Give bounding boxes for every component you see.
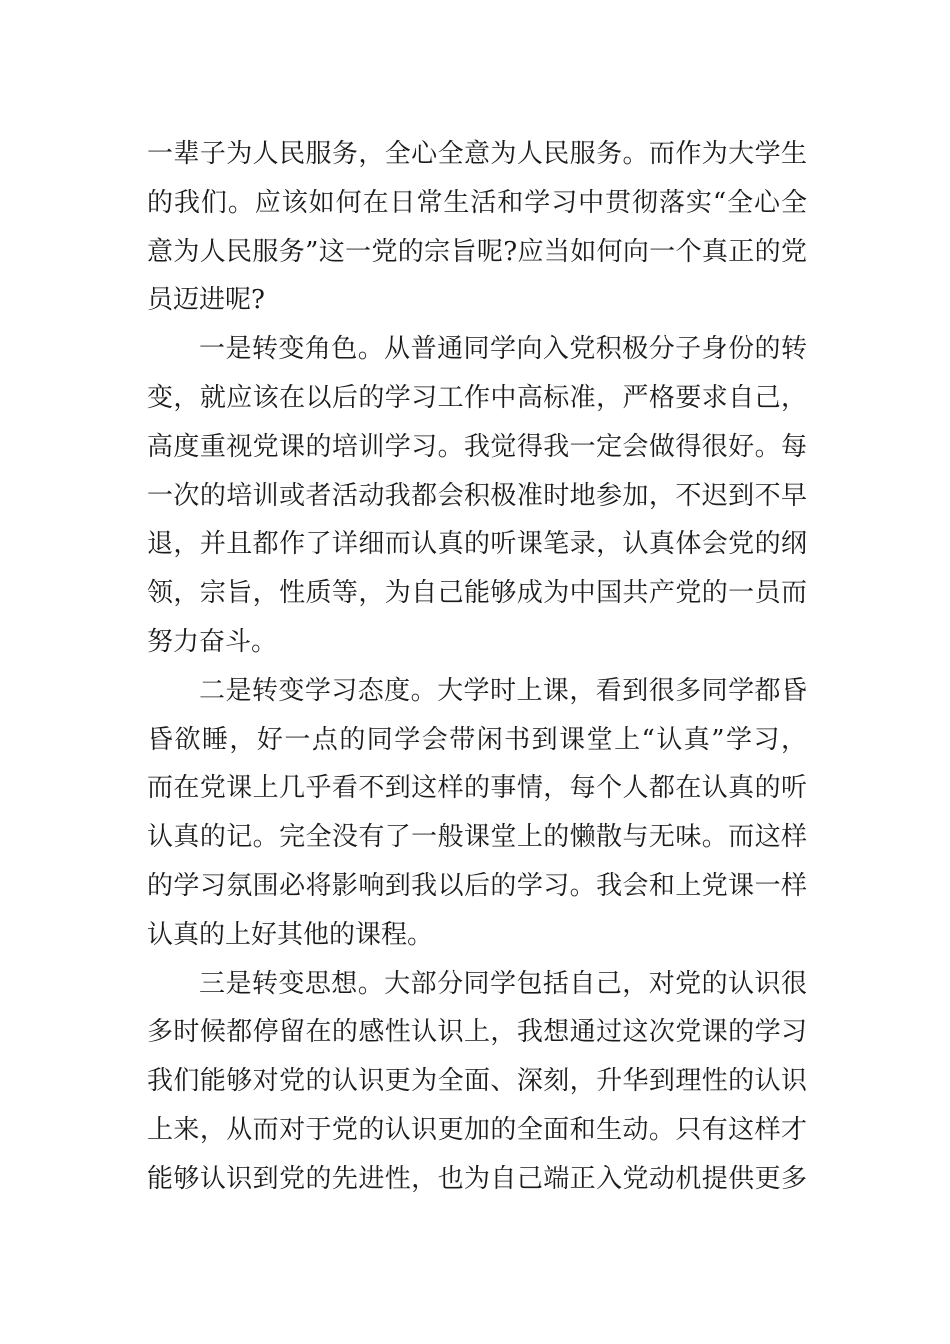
text-line: 二是转变学习态度。大学时上课，看到很多同学都昏 <box>199 675 807 706</box>
text-line: 意为人民服务”这一党的宗旨呢?应当如何向一个真正的党 <box>147 236 807 267</box>
text-line: 而在党课上几乎看不到这样的事情，每个人都在认真的听 <box>147 773 807 804</box>
text-line: 一次的培训或者活动我都会积极准时地参加，不迟到不早 <box>147 480 807 511</box>
text-line: 高度重视党课的培训学习。我觉得我一定会做得很好。每 <box>147 431 807 462</box>
text-line: 一是转变角色。从普通同学向入党积极分子身份的转 <box>199 334 807 365</box>
text-line: 的我们。应该如何在日常生活和学习中贯彻落实“全心全 <box>147 187 807 218</box>
text-line: 努力奋斗。 <box>147 626 278 657</box>
text-line: 认真的记。完全没有了一般课堂上的懒散与无味。而这样 <box>147 822 807 853</box>
text-line: 员迈进呢? <box>147 285 265 316</box>
text-line: 我们能够对党的认识更为全面、深刻，升华到理性的认识 <box>147 1066 807 1097</box>
text-line: 变，就应该在以后的学习工作中高标准，严格要求自己， <box>147 382 807 413</box>
paragraph-3 <box>147 667 807 960</box>
text-line: 三是转变思想。大部分同学包括自己，对党的认识很 <box>199 968 807 999</box>
text-line: 认真的上好其他的课程。 <box>147 919 434 950</box>
text-line: 多时候都停留在的感性认识上，我想通过这次党课的学习 <box>147 1017 807 1048</box>
text-line: 一辈子为人民服务，全心全意为人民服务。而作为大学生 <box>147 139 807 169</box>
text-line: 的学习氛围必将影响到我以后的学习。我会和上党课一样 <box>147 870 807 901</box>
text-line: 领，宗旨，性质等，为自己能够成为中国共产党的一员而 <box>147 578 807 609</box>
text-line: 昏欲睡，好一点的同学会带闲书到课堂上“认真”学习， <box>147 724 807 755</box>
text-line: 能够认识到党的先进性，也为自己端正入党动机提供更多 <box>147 1163 807 1194</box>
text-line: 退，并且都作了详细而认真的听课笔录，认真体会党的纲 <box>147 529 807 560</box>
document-body <box>147 130 807 1204</box>
text-line: 上来，从而对于党的认识更加的全面和生动。只有这样才 <box>147 1114 807 1145</box>
paragraph-2 <box>147 325 807 667</box>
paragraph-1 <box>147 130 807 325</box>
paragraph-4 <box>147 960 807 1204</box>
